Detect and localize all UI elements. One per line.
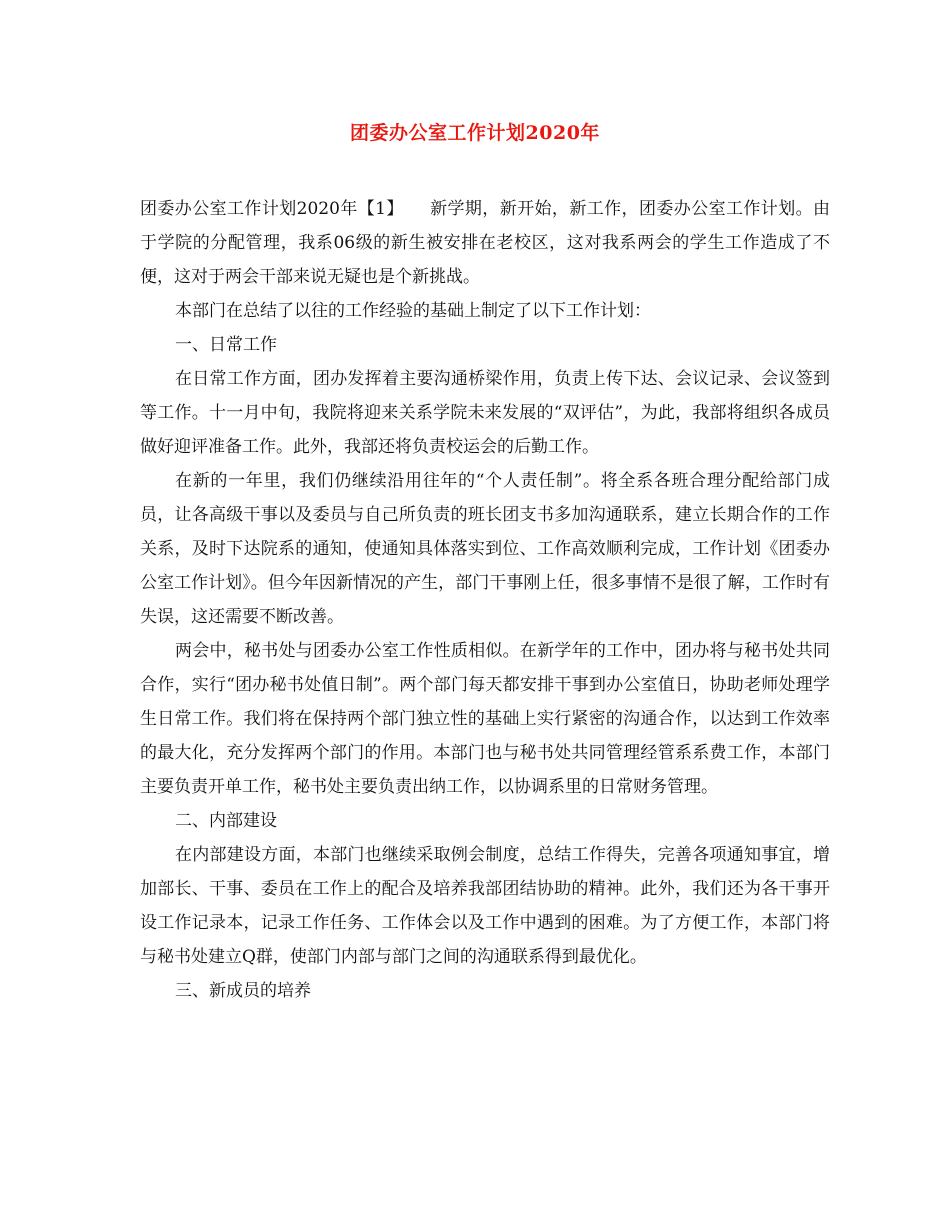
document-body xyxy=(140,192,830,1008)
daily-work-paragraph: 在日常工作方面，团办发挥着主要沟通桥梁作用，负责上传下达、会议记录、会议签到等工作。十一月中旬，我院将迎来关系学院未来发展的“双评估”，为此，我部将组织各成员做好迎评准备工作。此外，我部还将负责校运会的后勤工作。 xyxy=(140,369,830,457)
section-heading-new-members: 三、新成员的培养 xyxy=(175,981,311,1001)
cooperation-paragraph: 两会中，秘书处与团委办公室工作性质相似。在新学年的工作中，团办将与秘书处共同合作，实行“团办秘书处值日制”。两个部门每天都安排干事到办公室值日，协助老师处理学生日常工作。我们将在保持两个部门独立性的基础上实行紧密的沟通合作，以达到工作效率的最大化，充分发挥两个部门的作用。本部门也与秘书处共同管理经管系系费工作，本部门主要负责开单工作，秘书处主要负责出纳工作，以协调系里的日常财务管理。 xyxy=(140,641,830,797)
section-heading-internal-building: 二、内部建设 xyxy=(175,811,277,831)
internal-building-paragraph: 在内部建设方面，本部门也继续采取例会制度，总结工作得失，完善各项通知事宜，增加部长、干事、委员在工作上的配合及培养我部团结协助的精神。此外，我们还为各干事开设工作记录本，记录工作任务、工作体会以及工作中遇到的困难。为了方便工作，本部门将与秘书处建立Q群，使部门内部与部门之间的沟通联系得到最优化。 xyxy=(140,845,830,967)
responsibility-paragraph: 在新的一年里，我们仍继续沿用往年的“个人责任制”。将全系各班合理分配给部门成员，让各高级干事以及委员与自己所负责的班长团支书多加沟通联系，建立长期合作的工作关系，及时下达院系的通知，使通知具体落实到位、工作高效顺利完成，工作计划《团委办公室工作计划》。但今年因新情况的产生，部门干事刚上任，很多事情不是很了解，工作时有失误，这还需要不断改善。 xyxy=(140,471,830,627)
document-title: 团委办公室工作计划2020年 xyxy=(350,122,600,144)
intro-paragraph: 团委办公室工作计划2020年【1】 新学期，新开始，新工作，团委办公室工作计划。由于学院的分配管理，我系06级的新生被安排在老校区，这对我系两会的学生工作造成了不便，这对于两会干部来说无疑也是个新挑战。 xyxy=(140,199,830,287)
section-heading-daily-work: 一、日常工作 xyxy=(175,335,277,355)
plan-overview-paragraph: 本部门在总结了以往的工作经验的基础上制定了以下工作计划： xyxy=(175,301,651,321)
